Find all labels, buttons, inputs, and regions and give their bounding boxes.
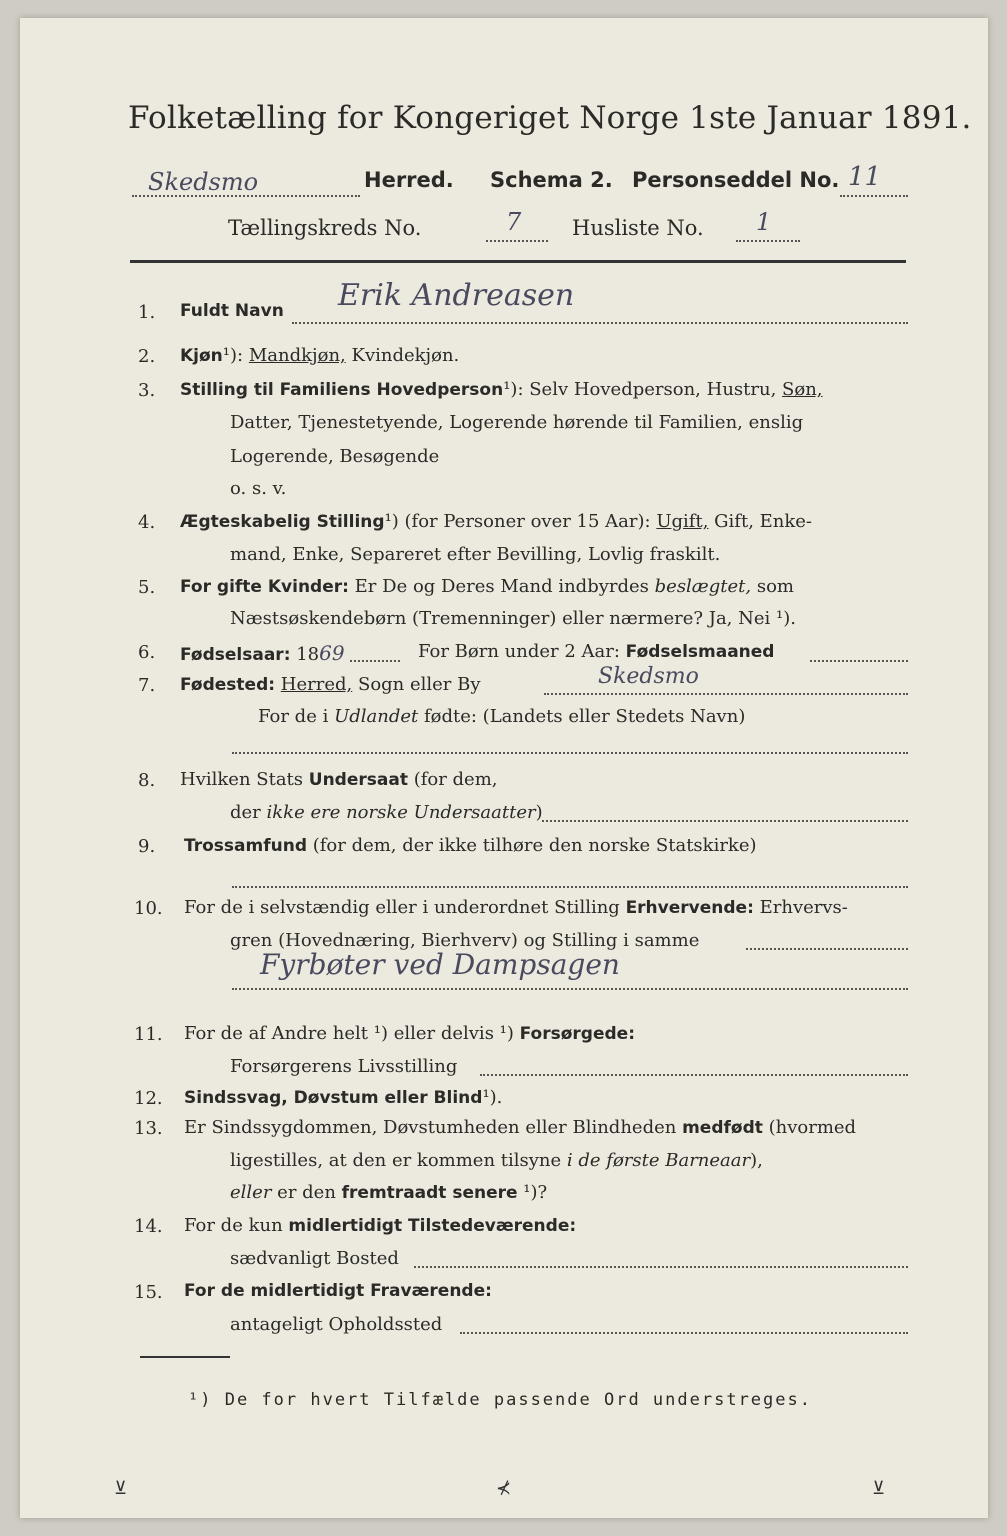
q15-line1: For de midlertidigt Fraværende: [184,1281,492,1301]
corner-mark-left-icon: ⊻ [114,1478,128,1499]
personseddel-value: 11 [848,162,882,192]
q7-dotline [544,693,908,695]
husliste-label: Husliste No. [572,216,704,240]
q9-number: 9. [138,836,156,857]
q13-line3-bold: fremtraadt senere [341,1183,518,1203]
q10-answer-dotline [232,988,908,990]
q2-label: Kjøn [180,346,223,366]
q9-rest: (for dem, der ikke tilhøre den norske Statskirke) [312,835,757,856]
q6-year-value: 69 [319,641,345,665]
q7-line2-a: For de i [258,706,329,727]
q3-number: 3. [138,380,156,401]
q9-line [184,835,757,856]
q3-line1 [180,379,823,400]
q3-line3: Logerende, Besøgende [230,446,440,467]
q13-line3 [230,1182,547,1203]
tellingskreds-label: Tællingskreds No. [228,216,422,240]
q8-line1 [180,769,498,790]
corner-mark-right-icon: ⊻ [872,1478,886,1499]
q15-line2: antageligt Opholdssted [230,1314,443,1335]
q9-answer-dotline [232,886,908,888]
q3-son: Søn, [782,379,823,400]
q13-line3-b: ¹)? [523,1182,548,1203]
q13-line3-italic: eller [230,1182,272,1203]
q4-label: Ægteskabelig Stilling [180,512,385,532]
q11-dotline [480,1074,908,1076]
q5-line1-rest: Er De og Deres Mand indbyrdes [354,576,649,597]
q7-label: Fødested: [180,675,276,695]
q11-number: 11. [134,1024,163,1045]
q1-name-value: Erik Andreasen [338,278,575,313]
census-form [20,18,988,1518]
herred-dotline [132,195,360,197]
q8-line2-italic: ikke ere norske Undersaatter [266,802,536,823]
q10-number: 10. [134,898,163,919]
q4-line1-rest: ¹) (for Personer over 15 Aar): [384,511,651,532]
footnote: ¹) De for hvert Tilfælde passende Ord understreges. [188,1390,812,1410]
q10-line1-b: Erhvervs- [759,897,848,918]
husliste-value: 1 [756,208,772,236]
q11-line1 [184,1023,635,1044]
q4-number: 4. [138,512,156,533]
q9-label: Trossamfund [184,836,307,856]
q12-line [184,1087,502,1108]
tellingskreds-value: 7 [506,208,522,236]
q13-line1-b: (hvormed [768,1117,857,1138]
q13-line2-italic: i de første Barneaar [566,1150,751,1171]
tellingskreds-dotline [486,240,548,242]
q14-line1-a: For de kun [184,1215,283,1236]
q5-number: 5. [138,577,156,598]
form-title: Folketælling for Kongeriget Norge 1ste Januar 1891. [128,100,972,136]
q3-line4: o. s. v. [230,478,287,499]
q10-line1 [184,897,848,918]
q6-year-prefix: 18 [296,644,320,665]
q8-line1-b: (for dem, [413,769,498,790]
q5-line1 [180,576,794,597]
q10-line2: gren (Hovednæring, Bierhverv) og Stilling i samme [230,930,700,951]
husliste-dotline [736,240,800,242]
q6-number: 6. [138,642,156,663]
personseddel-label: Personseddel No. [632,168,840,192]
q7-value: Skedsmo [598,664,699,689]
q7-line1 [180,674,481,695]
q2-sup: ¹): [222,345,244,366]
q6-dotline [810,660,908,662]
q2-line [180,345,459,366]
herred-label: Herred. [364,168,454,192]
q8-line2-a: der [230,802,261,823]
q7-line2-b: fødte: (Landets eller Stedets Navn) [423,706,746,727]
q13-line1-a: Er Sindssygdommen, Døvstumheden eller Blindheden [184,1117,677,1138]
q7-line2-italic: Udlandet [334,706,419,727]
q7-number: 7. [138,675,156,696]
q4-line2: mand, Enke, Separeret efter Bevilling, Lovlig fraskilt. [230,544,721,565]
q14-line1 [184,1215,576,1236]
q10-line1-bold: Erhvervende: [625,898,754,918]
q13-number: 13. [134,1118,163,1139]
q14-dotline [414,1266,908,1268]
q13-line2-a: ligestilles, at den er kommen tilsyne [230,1150,562,1171]
q12-sup: ¹). [482,1087,503,1108]
q8-line1-bold: Undersaat [308,770,408,790]
q15-dotline [460,1332,908,1334]
q14-line2: sædvanligt Bosted [230,1248,399,1269]
q10-line2-dotline [746,948,908,950]
q2-number: 2. [138,346,156,367]
q10-line1-a: For de i selvstændig eller i underordnet Stilling [184,897,620,918]
q8-line2: der ikke ere norske Undersaatter) [230,802,543,823]
q11-line2: Forsørgerens Livsstilling [230,1056,458,1077]
q11-line1-bold: Forsørgede: [519,1024,635,1044]
q1-dotline [292,322,908,324]
q4-line1-end: Gift, Enke- [714,511,813,532]
q2-opt-mandkjon: Mandkjøn, [248,345,346,366]
q7-herred: Herred, [280,674,353,695]
q14-number: 14. [134,1216,163,1237]
q4-ugift: Ugift, [656,511,709,532]
q6-line [180,641,345,665]
q5-line2: Næstsøskendebørn (Tremenninger) eller nærmere? Ja, Nei ¹). [230,608,796,629]
q15-number: 15. [134,1282,163,1303]
q3-line1-rest: ¹): Selv Hovedperson, Hustru, [503,379,777,400]
q6-year-dotline [350,660,400,662]
schema-label: Schema 2. [490,168,613,192]
q7-rest: Sogn eller By [357,674,481,695]
personseddel-dotline [840,195,908,197]
q12-label: Sindssvag, Døvstum eller Blind [184,1088,483,1108]
q6-rest [418,641,774,662]
q8-number: 8. [138,770,156,791]
q4-line1 [180,511,812,532]
q6-rest-text: For Børn under 2 Aar: [418,641,620,662]
corner-mark-center-icon: ⊀ [496,1478,512,1499]
q5-line1-end: som [756,576,794,597]
q6-label: Fødselsaar: [180,645,291,665]
herred-value: Skedsmo [148,168,259,196]
q2-opt-kvindekjon: Kvindekjøn. [351,345,460,366]
q13-line3-a: er den [277,1182,336,1203]
q10-value: Fyrbøter ved Dampsagen [260,948,620,981]
q8-dotline [542,820,908,822]
q12-number: 12. [134,1088,163,1109]
q13-line1-bold: medfødt [682,1118,763,1138]
q6-rest-bold: Fødselsmaaned [625,642,775,662]
q5-line1-italic: beslægtet, [654,576,752,597]
header-rule [130,260,906,263]
q7-answer-dotline [232,752,908,754]
footnote-rule [140,1356,230,1358]
q1-label: Fuldt Navn [180,301,284,321]
q13-line1 [184,1117,856,1138]
q13-line2 [230,1150,763,1171]
q14-line1-bold: midlertidigt Tilstedeværende: [288,1216,577,1236]
q7-line2 [258,706,745,727]
q3-label: Stilling til Familiens Hovedperson [180,380,504,400]
q1-number: 1. [138,302,156,323]
q11-line1-a: For de af Andre helt ¹) eller delvis ¹) [184,1023,514,1044]
q3-line2: Datter, Tjenestetyende, Logerende hørende til Familien, enslig [230,412,804,433]
q5-label: For gifte Kvinder: [180,577,349,597]
q13-line2-b: ), [750,1150,763,1171]
q8-line1-a: Hvilken Stats [180,769,304,790]
